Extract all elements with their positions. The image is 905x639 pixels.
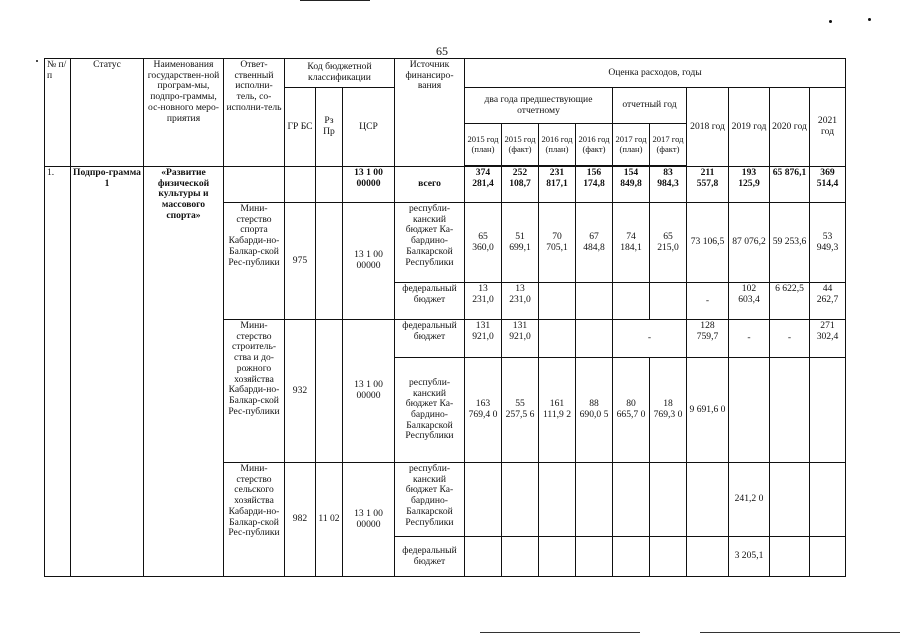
- value-cell: 18 769,3 0: [650, 358, 687, 463]
- value-cell: [576, 283, 613, 320]
- empty-cell: [285, 167, 316, 203]
- value-cell: 59 253,6: [770, 203, 810, 283]
- col-header-budget-code: Код бюджетной классификации: [285, 59, 395, 88]
- total-csr: 13 1 00 00000: [343, 167, 395, 203]
- value-cell: 163 769,4 0: [465, 358, 502, 463]
- table-row-total: [45, 167, 846, 203]
- col-header-grbs: ГР БС: [285, 88, 316, 167]
- source-cell: федеральный бюджет: [395, 320, 465, 358]
- value-cell: 13 231,0: [465, 283, 502, 320]
- value-cell: 369 514,4: [810, 167, 846, 203]
- value-cell: [770, 463, 810, 537]
- value-cell: 161 111,9 2: [539, 358, 576, 463]
- source-cell: республи-канский бюджет Ка-бардино-Балкарской Республики: [395, 463, 465, 537]
- value-cell: 6 622,5: [770, 283, 810, 320]
- value-cell: 51 699,1: [502, 203, 539, 283]
- col-header-2016-fact: 2016 год (факт): [576, 124, 613, 166]
- value-cell: 88 690,0 5: [576, 358, 613, 463]
- value-cell: [687, 463, 729, 537]
- value-cell: 374 281,4: [465, 167, 502, 203]
- value-cell: [650, 283, 687, 320]
- col-header-source: Источник финансиро-вания: [395, 59, 465, 167]
- grbs-cell: 975: [285, 203, 316, 320]
- value-cell: -: [613, 320, 687, 358]
- value-cell: [539, 283, 576, 320]
- value-cell: 128 759,7: [687, 320, 729, 358]
- value-cell: -: [770, 320, 810, 358]
- value-cell: [613, 537, 650, 577]
- rzpr-cell: [316, 320, 343, 463]
- col-header-rzpr: Рз Пр: [316, 88, 343, 167]
- value-cell: [770, 537, 810, 577]
- scan-speck: [868, 18, 871, 21]
- value-cell: [810, 537, 846, 577]
- col-header-2016-plan: 2016 год (план): [539, 124, 576, 166]
- value-cell: 65 876,1: [770, 167, 810, 203]
- value-cell: 13 231,0: [502, 283, 539, 320]
- col-header-2018: 2018 год: [687, 88, 729, 167]
- value-cell: 211 557,8: [687, 167, 729, 203]
- source-cell: федеральный бюджет: [395, 537, 465, 577]
- value-cell: 252 108,7: [502, 167, 539, 203]
- value-cell: 67 484,8: [576, 203, 613, 283]
- row-subprogram-name: «Развитие физической культуры и массового спорта»: [144, 167, 224, 577]
- value-cell: -: [687, 283, 729, 320]
- value-cell: 65 215,0: [650, 203, 687, 283]
- rzpr-cell: [316, 203, 343, 320]
- value-cell: [810, 463, 846, 537]
- value-cell: 44 262,7: [810, 283, 846, 320]
- value-cell: 154 849,8: [613, 167, 650, 203]
- responsible-ministry-sport: Мини-стерство спорта Кабарди-но-Балкар-ской Рес-публики: [224, 203, 285, 320]
- source-cell: федеральный бюджет: [395, 283, 465, 320]
- value-cell: [729, 358, 770, 463]
- col-header-2021: 2021 год: [810, 88, 846, 167]
- value-cell: 87 076,2: [729, 203, 770, 283]
- page-number: 65: [436, 44, 448, 58]
- value-cell: 65 360,0: [465, 203, 502, 283]
- value-cell: [613, 283, 650, 320]
- responsible-ministry-construction: Мини-стерство строитель-ства и до-рожного хозяйства Кабарди-но-Балкар-ской Рес-публики: [224, 320, 285, 463]
- value-cell: 131 921,0: [502, 320, 539, 358]
- value-cell: 156 174,8: [576, 167, 613, 203]
- col-header-two-years: два года предшествующие отчетному: [465, 88, 613, 124]
- total-source: всего: [395, 167, 465, 203]
- grbs-cell: 982: [285, 463, 316, 577]
- value-cell: [770, 358, 810, 463]
- value-cell: 131 921,0: [465, 320, 502, 358]
- col-header-num: № п/п: [45, 59, 71, 167]
- value-cell: 83 984,3: [650, 167, 687, 203]
- col-header-2019: 2019 год: [729, 88, 770, 167]
- bottom-scan-rule: [480, 632, 640, 633]
- csr-cell: 13 1 00 00000: [343, 463, 395, 577]
- top-scan-rule: [300, 0, 370, 1]
- value-cell: 53 949,3: [810, 203, 846, 283]
- rzpr-cell: 11 02: [316, 463, 343, 577]
- value-cell: 271 302,4: [810, 320, 846, 358]
- value-cell: [810, 358, 846, 463]
- value-cell: [539, 537, 576, 577]
- col-header-2015-plan: 2015 год (план): [465, 124, 502, 166]
- value-cell: [465, 537, 502, 577]
- value-cell: [576, 320, 613, 358]
- value-cell: [576, 537, 613, 577]
- col-header-2017-fact: 2017 год (факт): [650, 124, 687, 166]
- empty-cell: [316, 167, 343, 203]
- row-number: 1.: [45, 167, 71, 577]
- value-cell: [650, 537, 687, 577]
- col-header-responsible: Ответ-ственный исполни-тель, со-исполни-тель: [224, 59, 285, 167]
- value-cell: 231 817,1: [539, 167, 576, 203]
- value-cell: [613, 463, 650, 537]
- col-header-csr: ЦСР: [343, 88, 395, 167]
- col-header-status: Статус: [71, 59, 144, 167]
- value-cell: 102 603,4: [729, 283, 770, 320]
- empty-cell: [224, 167, 285, 203]
- scan-speck: [829, 20, 832, 23]
- value-cell: 9 691,6 0: [687, 358, 729, 463]
- col-header-estimate: Оценка расходов, годы: [465, 59, 846, 88]
- scan-speck: [36, 60, 38, 62]
- responsible-ministry-agriculture: Мини-стерство сельского хозяйства Кабарди-но-Балкар-ской Рес-публики: [224, 463, 285, 577]
- value-cell: [576, 463, 613, 537]
- source-cell: республи-канский бюджет Ка-бардино-Балкарской Республики: [395, 358, 465, 463]
- value-cell: [539, 320, 576, 358]
- value-cell: [465, 463, 502, 537]
- value-cell: 74 184,1: [613, 203, 650, 283]
- value-cell: 73 106,5: [687, 203, 729, 283]
- col-header-report-year: отчетный год: [613, 88, 687, 124]
- col-header-2020: 2020 год: [770, 88, 810, 167]
- value-cell: 70 705,1: [539, 203, 576, 283]
- col-header-2017-plan: 2017 год (план): [613, 124, 650, 166]
- value-cell: 55 257,5 6: [502, 358, 539, 463]
- value-cell: 241,2 0: [729, 463, 770, 537]
- value-cell: 193 125,9: [729, 167, 770, 203]
- budget-table: [44, 58, 846, 577]
- col-header-name: Наименования государствен-ной програм-мы, подпро-граммы, ос-новного меро-приятия: [144, 59, 224, 167]
- csr-cell: 13 1 00 00000: [343, 320, 395, 463]
- value-cell: [502, 537, 539, 577]
- value-cell: 80 665,7 0: [613, 358, 650, 463]
- source-cell: республи-канский бюджет Ка-бардино-Балкарской Республики: [395, 203, 465, 283]
- value-cell: -: [729, 320, 770, 358]
- grbs-cell: 932: [285, 320, 316, 463]
- value-cell: 3 205,1: [729, 537, 770, 577]
- value-cell: [687, 537, 729, 577]
- csr-cell: 13 1 00 00000: [343, 203, 395, 320]
- row-status: Подпро-грамма 1: [71, 167, 144, 577]
- value-cell: [539, 463, 576, 537]
- col-header-2015-fact: 2015 год (факт): [502, 124, 539, 166]
- value-cell: [650, 463, 687, 537]
- bottom-scan-rule: [700, 632, 900, 633]
- value-cell: [502, 463, 539, 537]
